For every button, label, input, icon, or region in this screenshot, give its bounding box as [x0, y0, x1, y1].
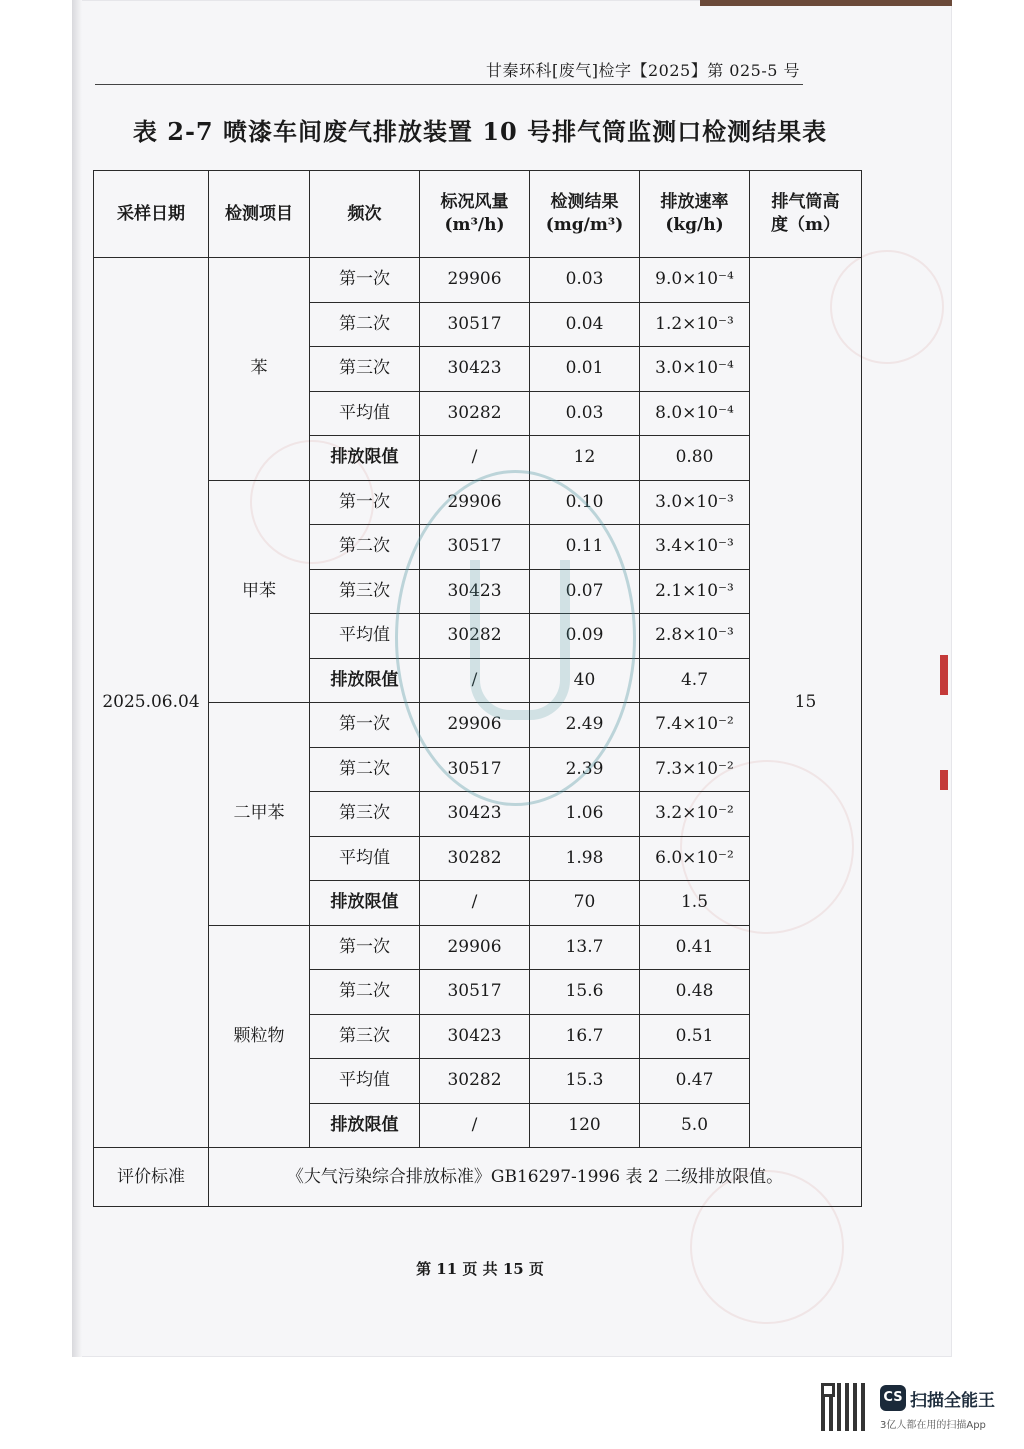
emission-rate-cell: 7.3×10⁻² — [640, 747, 750, 792]
header-sampling-date: 采样日期 — [94, 171, 209, 258]
flow-cell: / — [420, 658, 530, 703]
flow-cell: 29906 — [420, 258, 530, 303]
flow-cell: 30423 — [420, 792, 530, 837]
emission-rate-cell: 5.0 — [640, 1103, 750, 1148]
flow-cell: 30517 — [420, 525, 530, 570]
table-row — [94, 480, 862, 525]
test-item-cell: 二甲苯 — [209, 703, 310, 926]
flow-cell: 30423 — [420, 347, 530, 392]
header-stack-height: 排气筒高 度（m） — [750, 171, 862, 258]
header-flow: 标况风量 (m³/h) — [420, 171, 530, 258]
result-cell: 0.01 — [530, 347, 640, 392]
flow-cell: 30423 — [420, 569, 530, 614]
emission-rate-cell: 2.1×10⁻³ — [640, 569, 750, 614]
frequency-cell: 排放限值 — [310, 1103, 420, 1148]
camscanner-app-name: 扫描全能王 — [910, 1391, 995, 1411]
header-result: 检测结果 (mg/m³) — [530, 171, 640, 258]
flow-cell: 30517 — [420, 970, 530, 1015]
frequency-cell: 第二次 — [310, 747, 420, 792]
emission-rate-cell: 1.2×10⁻³ — [640, 302, 750, 347]
emission-rate-cell: 3.2×10⁻² — [640, 792, 750, 837]
frequency-cell: 第一次 — [310, 480, 420, 525]
frequency-cell: 第一次 — [310, 703, 420, 748]
emission-rate-cell: 2.8×10⁻³ — [640, 614, 750, 659]
flow-cell: 29906 — [420, 925, 530, 970]
frequency-cell: 排放限值 — [310, 436, 420, 481]
camscanner-logo-icon: CS — [880, 1385, 906, 1411]
result-cell: 0.11 — [530, 525, 640, 570]
result-cell: 1.98 — [530, 836, 640, 881]
emission-rate-cell: 0.51 — [640, 1014, 750, 1059]
flow-cell: 29906 — [420, 480, 530, 525]
emission-rate-cell: 1.5 — [640, 881, 750, 926]
result-cell: 0.10 — [530, 480, 640, 525]
flow-cell: 30423 — [420, 1014, 530, 1059]
result-cell: 12 — [530, 436, 640, 481]
result-cell: 2.39 — [530, 747, 640, 792]
emission-rate-cell: 0.48 — [640, 970, 750, 1015]
result-cell: 0.07 — [530, 569, 640, 614]
page-edge-shadow — [72, 0, 82, 1357]
flow-cell: 30282 — [420, 614, 530, 659]
frequency-cell: 平均值 — [310, 1059, 420, 1104]
frequency-cell: 平均值 — [310, 614, 420, 659]
sampling-date-cell: 2025.06.04 — [94, 258, 209, 1148]
emission-rate-cell: 0.41 — [640, 925, 750, 970]
flow-cell: 30282 — [420, 391, 530, 436]
red-edge-mark — [940, 655, 948, 695]
stack-height-cell: 15 — [750, 258, 862, 1148]
result-cell: 15.6 — [530, 970, 640, 1015]
emission-rate-cell: 3.4×10⁻³ — [640, 525, 750, 570]
emission-rate-cell: 3.0×10⁻³ — [640, 480, 750, 525]
emission-rate-cell: 7.4×10⁻² — [640, 703, 750, 748]
emission-rate-cell: 9.0×10⁻⁴ — [640, 258, 750, 303]
emission-rate-cell: 8.0×10⁻⁴ — [640, 391, 750, 436]
result-cell: 0.04 — [530, 302, 640, 347]
header-emission-rate: 排放速率 (kg/h) — [640, 171, 750, 258]
header-frequency: 频次 — [310, 171, 420, 258]
table-row — [94, 258, 862, 303]
test-item-cell: 颗粒物 — [209, 925, 310, 1148]
emission-rate-cell: 0.47 — [640, 1059, 750, 1104]
flow-cell: / — [420, 1103, 530, 1148]
frequency-cell: 第二次 — [310, 525, 420, 570]
frequency-cell: 平均值 — [310, 391, 420, 436]
test-item-cell: 甲苯 — [209, 480, 310, 703]
standard-label: 评价标准 — [94, 1148, 209, 1207]
page-number: 第 11 页 共 15 页 — [416, 1260, 544, 1278]
result-cell: 16.7 — [530, 1014, 640, 1059]
camscanner-tagline: 3亿人都在用的扫描App — [880, 1420, 986, 1431]
standard-text: 《大气污染综合排放标准》GB16297-1996 表 2 二级排放限值。 — [209, 1148, 862, 1207]
frequency-cell: 第三次 — [310, 1014, 420, 1059]
flow-cell: 30517 — [420, 302, 530, 347]
result-cell: 0.03 — [530, 258, 640, 303]
report-number: 甘秦环科[废气]检字【2025】第 025-5 号 — [485, 61, 800, 80]
result-cell: 70 — [530, 881, 640, 926]
red-edge-mark — [940, 770, 948, 790]
flow-cell: 30517 — [420, 747, 530, 792]
results-body — [94, 258, 862, 1207]
table-title: 表 2-7 喷漆车间废气排放装置 10 号排气筒监测口检测结果表 — [132, 117, 828, 146]
header-rule — [95, 84, 803, 85]
flow-cell: 30282 — [420, 836, 530, 881]
frequency-cell: 第三次 — [310, 347, 420, 392]
flow-cell: / — [420, 881, 530, 926]
emission-rate-cell: 0.80 — [640, 436, 750, 481]
frequency-cell: 排放限值 — [310, 881, 420, 926]
result-cell: 120 — [530, 1103, 640, 1148]
flow-cell: 29906 — [420, 703, 530, 748]
qr-code-icon — [821, 1383, 869, 1431]
frequency-cell: 第一次 — [310, 258, 420, 303]
frequency-cell: 第一次 — [310, 925, 420, 970]
result-cell: 13.7 — [530, 925, 640, 970]
test-item-cell: 苯 — [209, 258, 310, 481]
result-cell: 15.3 — [530, 1059, 640, 1104]
scan-top-edge — [700, 0, 952, 6]
result-cell: 0.03 — [530, 391, 640, 436]
standard-row — [94, 1148, 862, 1207]
frequency-cell: 第三次 — [310, 792, 420, 837]
flow-cell: 30282 — [420, 1059, 530, 1104]
header-row — [94, 171, 862, 258]
header-test-item: 检测项目 — [209, 171, 310, 258]
emission-rate-cell: 3.0×10⁻⁴ — [640, 347, 750, 392]
table-row — [94, 703, 862, 748]
emission-rate-cell: 4.7 — [640, 658, 750, 703]
results-table — [93, 170, 862, 1207]
frequency-cell: 排放限值 — [310, 658, 420, 703]
frequency-cell: 第三次 — [310, 569, 420, 614]
frequency-cell: 平均值 — [310, 836, 420, 881]
result-cell: 2.49 — [530, 703, 640, 748]
flow-cell: / — [420, 436, 530, 481]
result-cell: 40 — [530, 658, 640, 703]
frequency-cell: 第二次 — [310, 302, 420, 347]
emission-rate-cell: 6.0×10⁻² — [640, 836, 750, 881]
result-cell: 1.06 — [530, 792, 640, 837]
result-cell: 0.09 — [530, 614, 640, 659]
frequency-cell: 第二次 — [310, 970, 420, 1015]
table-row — [94, 925, 862, 970]
